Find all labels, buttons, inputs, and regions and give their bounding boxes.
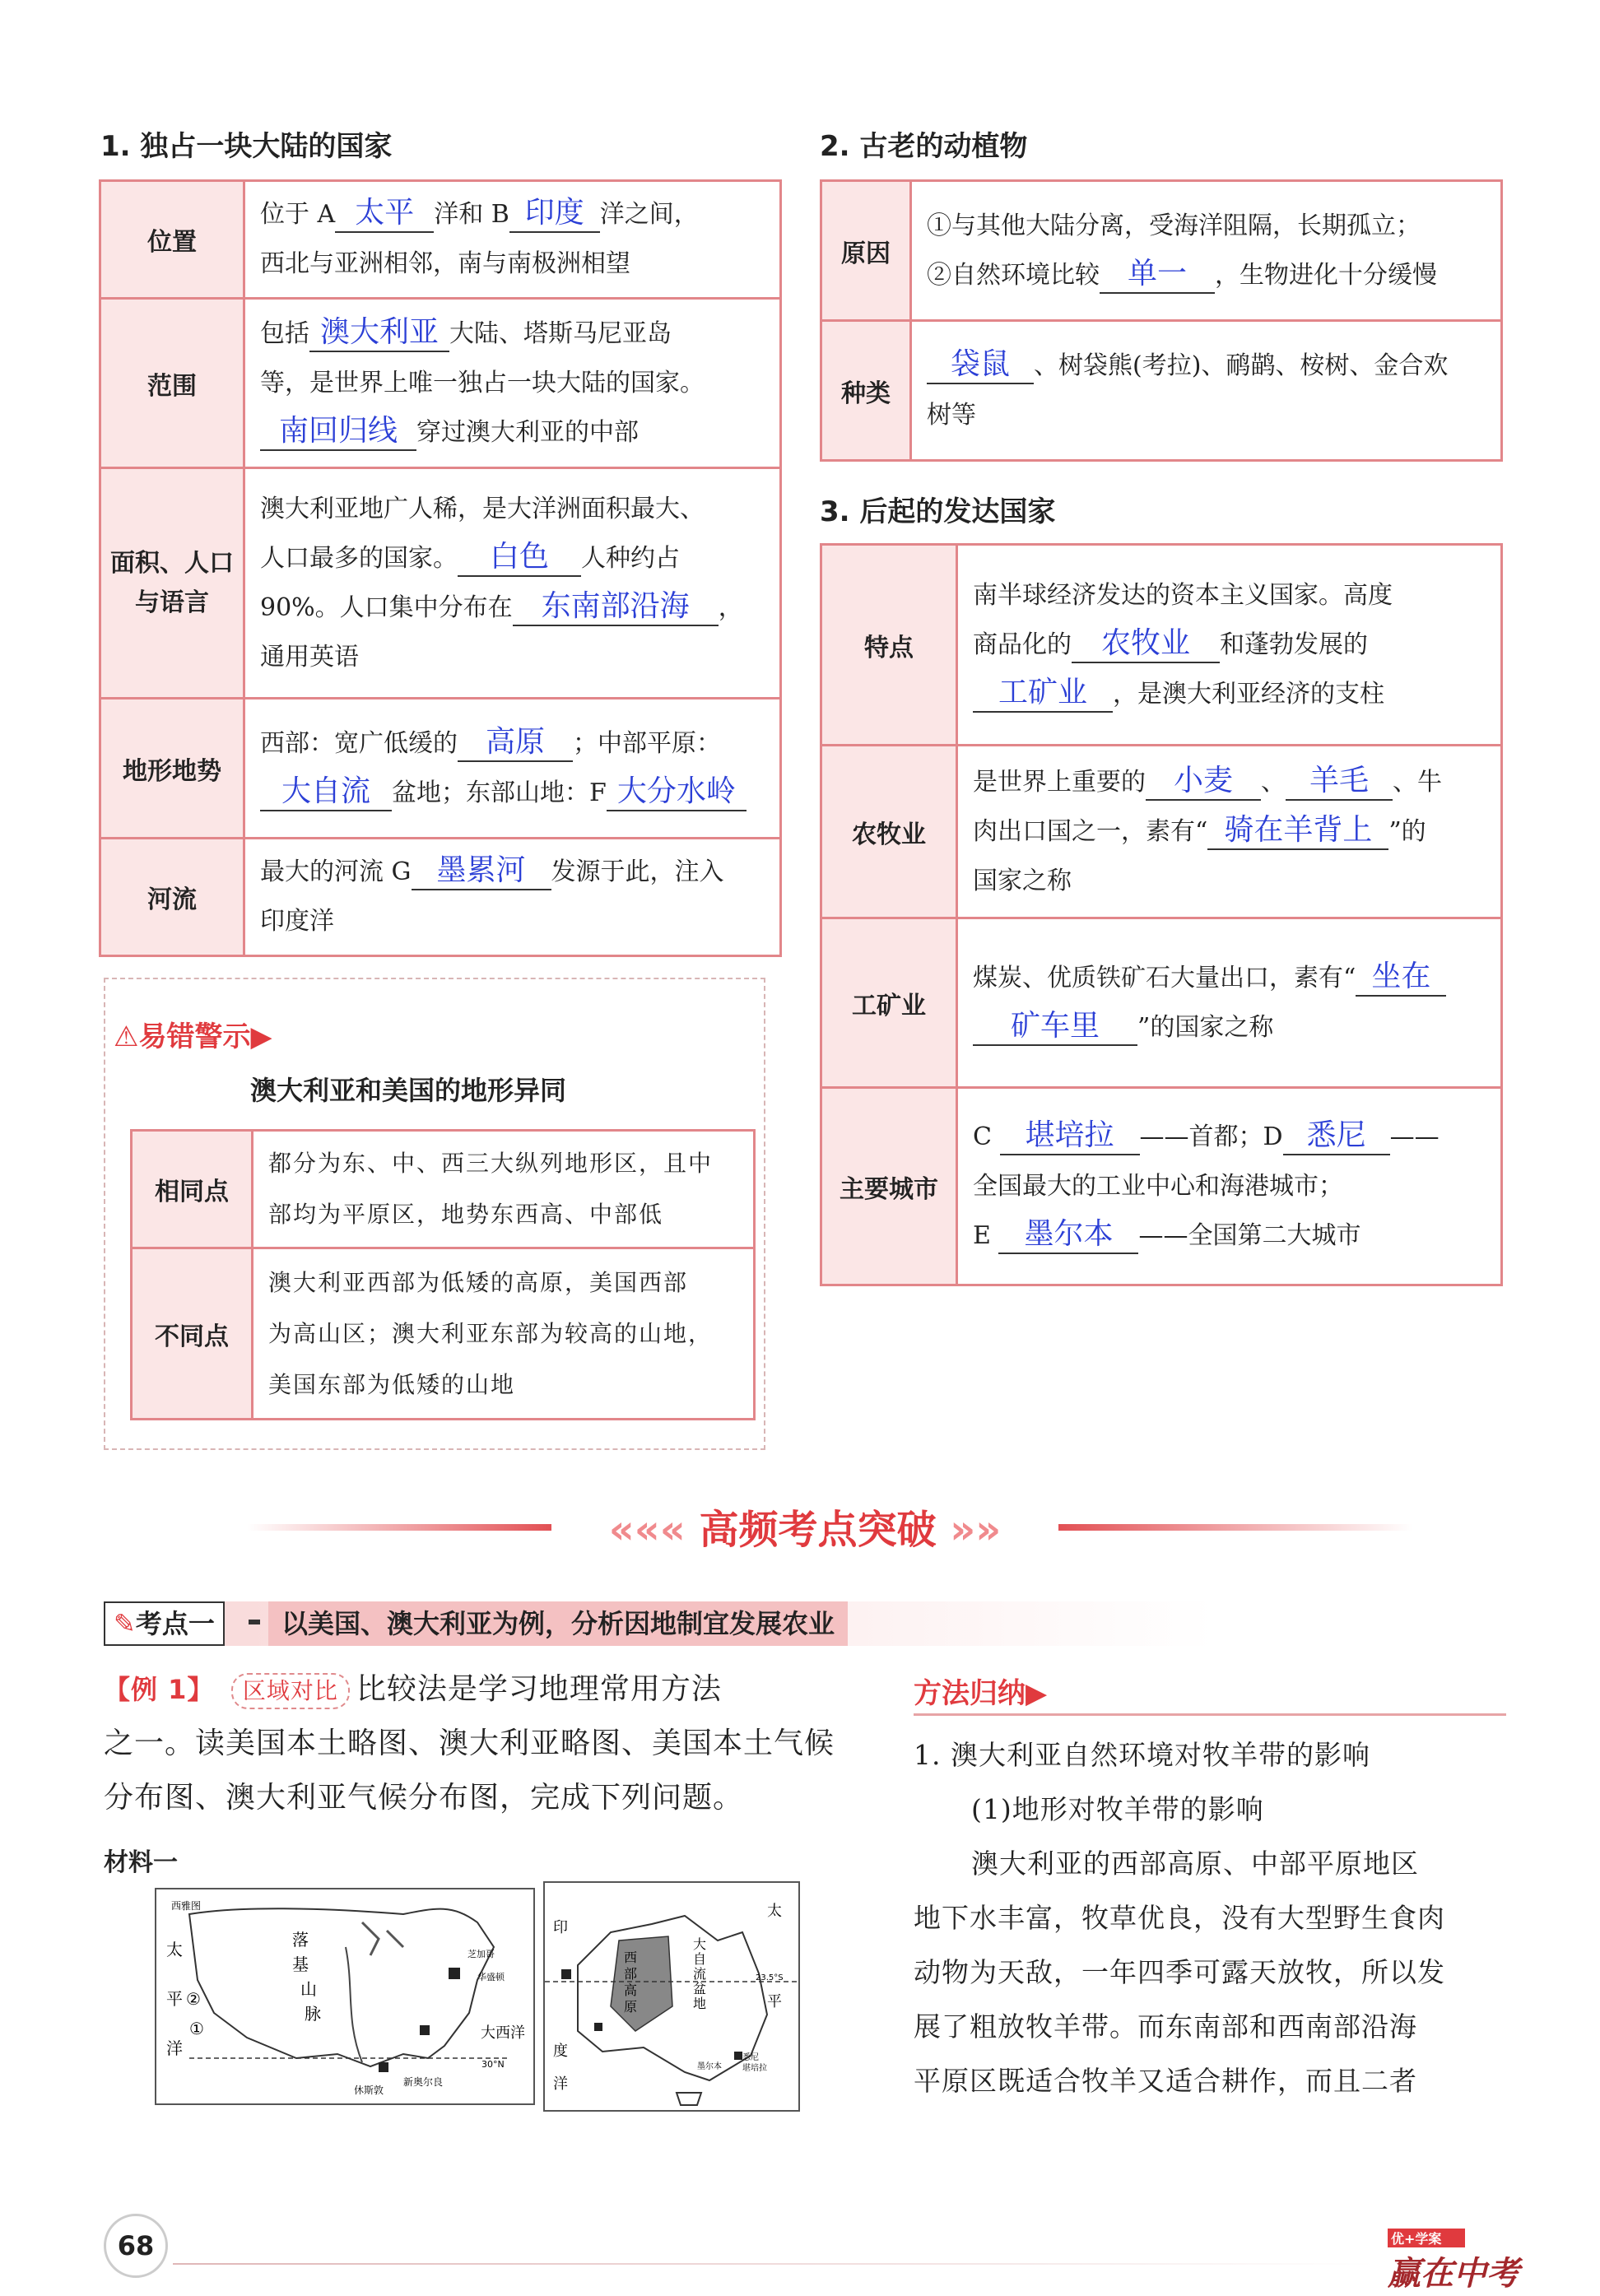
table-row: 位置 位于 A 太平 洋和 B 印度 洋之间， 西北与亚洲相邻，南与南极洲相望 bbox=[100, 181, 781, 299]
answer-blank: 南回归线 bbox=[260, 413, 416, 451]
banner-line-left bbox=[247, 1524, 551, 1531]
map-label: 太 bbox=[166, 1940, 183, 1959]
row-label: 农牧业 bbox=[821, 746, 957, 918]
answer-blank: 工矿业 bbox=[973, 675, 1113, 713]
row-label: 工矿业 bbox=[821, 918, 957, 1088]
answer-blank: 小麦 bbox=[1146, 763, 1261, 801]
map-label: 原 bbox=[624, 1999, 638, 2015]
map-label: 高 bbox=[624, 1982, 638, 1998]
map-label: 23.5°S bbox=[756, 1973, 784, 1982]
row-label: 主要城市 bbox=[821, 1088, 957, 1285]
map-label: 地 bbox=[693, 1996, 707, 2011]
map-label: 大西洋 bbox=[481, 2024, 525, 2042]
divider bbox=[249, 1620, 260, 1624]
australia-map-figure bbox=[545, 1883, 798, 2110]
table-row: 相同点 都分为东、中、西三大纵列地形区，且中 部均为平原区，地势东西高、中部低 bbox=[132, 1131, 755, 1248]
material-label: 材料一 bbox=[104, 1848, 178, 1877]
row-label: 种类 bbox=[821, 321, 911, 461]
map-label: 西 bbox=[624, 1950, 638, 1965]
map-label: 洋 bbox=[166, 2038, 183, 2058]
map-label: 平 bbox=[166, 1989, 183, 2009]
method-text: 1. 澳大利亚自然环境对牧羊带的影响 (1)地形对牧羊带的影响 澳大利亚的西部高原、中部平原地区 地下水丰富，牧草优良，没有大型野生食肉 动物为天敌，一年四季可露天放牧，所以发 展了粗放牧羊带。而东南部和西南部沿海 平原区既适合牧羊又适合耕作，而且二者 bbox=[914, 1739, 1445, 2097]
banner-title: ««« 高频考点突破 »» bbox=[608, 1507, 1002, 1553]
map-label: ② bbox=[186, 1989, 201, 2009]
table-row: 特点 南半球经济发达的资本主义国家。高度 商品化的 农牧业 和蓬勃发展的 工矿业 ，是澳大利亚经济的支柱 bbox=[821, 545, 1502, 746]
notebook-icon: ✎ bbox=[114, 1608, 136, 1639]
map-label: 华盛顿 bbox=[477, 1972, 505, 1982]
table-row: 种类 袋鼠 、树袋熊(考拉)、鸸鹋、桉树、金合欢 树等 bbox=[821, 321, 1502, 461]
answer-blank: 农牧业 bbox=[1072, 625, 1220, 663]
row-label: 原因 bbox=[821, 181, 911, 321]
table-row: 工矿业 煤炭、优质铁矿石大量出口，素有“ 坐在 矿车里 ”的国家之称 bbox=[821, 918, 1502, 1088]
section3-heading: 3. 后起的发达国家 bbox=[820, 495, 1056, 528]
answer-blank: 坐在 bbox=[1356, 959, 1446, 997]
answer-blank: 悉尼 bbox=[1283, 1118, 1390, 1155]
row-label: 相同点 bbox=[132, 1131, 253, 1248]
warning-icon: ⚠ bbox=[114, 1020, 139, 1053]
answer-blank: 墨尔本 bbox=[998, 1216, 1138, 1254]
map-label: 盆 bbox=[693, 1981, 707, 1996]
map-label: 流 bbox=[693, 1966, 707, 1982]
example-tag: 【例 1】 bbox=[104, 1674, 215, 1705]
map-label: 休斯敦 bbox=[354, 2085, 384, 2096]
answer-blank: 矿车里 bbox=[973, 1008, 1137, 1046]
warning-badge: ⚠易错警示▶ bbox=[114, 1020, 272, 1053]
answer-blank: 大自流 bbox=[260, 774, 392, 811]
double-left-arrow-icon: ««« bbox=[608, 1507, 686, 1553]
section1-heading: 1. 独占一块大陆的国家 bbox=[100, 130, 393, 163]
map-label: 印 bbox=[553, 1919, 568, 1936]
brand-logo: 优+学案 赢在中考 bbox=[1388, 2229, 1519, 2294]
answer-blank: 太平 bbox=[335, 195, 434, 233]
map-label: 新奥尔良 bbox=[403, 2076, 444, 2088]
australia-map bbox=[543, 1881, 800, 2112]
arrow-right-icon: ▶ bbox=[250, 1020, 272, 1053]
table-row: 主要城市 C 堪培拉 ——首都；D 悉尼 —— 全国最大的工业中心和海港城市； E 墨尔本 ——全国第二大城市 bbox=[821, 1088, 1502, 1285]
table-row: 面积、人口与语言 澳大利亚地广人稀，是大洋洲面积最大、 人口最多的国家。 白色 人种约占 90%。人口集中分布在 东南部沿海 ， 通用英语 bbox=[100, 468, 781, 699]
warning-box bbox=[104, 978, 765, 1450]
answer-blank: 澳大利亚 bbox=[309, 314, 449, 352]
answer-blank: 袋鼠 bbox=[927, 346, 1034, 384]
us-map bbox=[155, 1888, 535, 2105]
row-label: 特点 bbox=[821, 545, 957, 746]
table-row: 农牧业 是世界上重要的 小麦 、 羊毛 、牛 肉出口国之一，素有“ 骑在羊背上 ”的 国家之称 bbox=[821, 746, 1502, 918]
page-number: 68 bbox=[104, 2214, 168, 2278]
answer-blank: 堪培拉 bbox=[1000, 1118, 1140, 1155]
answer-blank: 大分水岭 bbox=[607, 774, 747, 811]
map-label: 自 bbox=[693, 1951, 707, 1967]
banner-line-right bbox=[1058, 1524, 1412, 1531]
footer-line bbox=[173, 2263, 1374, 2265]
map-label: 落 bbox=[292, 1930, 309, 1950]
map-label: 基 bbox=[292, 1954, 309, 1974]
kaodian-title: 以美国、澳大利亚为例，分析因地制宜发展农业 bbox=[268, 1601, 848, 1646]
section2-heading: 2. 古老的动植物 bbox=[820, 130, 1028, 163]
double-right-arrow-icon: »» bbox=[950, 1507, 1002, 1553]
section1-table bbox=[99, 179, 782, 957]
row-label: 位置 bbox=[100, 181, 244, 299]
row-label: 地形地势 bbox=[100, 699, 244, 839]
map-label: 洋 bbox=[553, 2075, 568, 2093]
section2-table bbox=[820, 179, 1503, 462]
kaodian-bar bbox=[104, 1601, 1491, 1646]
table-row: 不同点 澳大利亚西部为低矮的高原，美国西部 为高山区；澳大利亚东部为较高的山地， 美国东部为低矮的山地 bbox=[132, 1248, 755, 1420]
map-label: 太 bbox=[767, 1903, 782, 1920]
table-row: 地形地势 西部：宽广低缓的 高原 ；中部平原： 大自流 盆地；东部山地：F 大分水岭 bbox=[100, 699, 781, 839]
answer-blank: 高原 bbox=[458, 724, 573, 762]
map-label: 30°N bbox=[481, 2059, 505, 2070]
map-label: 大 bbox=[693, 1936, 707, 1952]
method-badge: 方法归纳▶ bbox=[914, 1677, 1048, 1710]
map-label: 脉 bbox=[305, 2004, 321, 2024]
table-row: 范围 包括 澳大利亚 大陆、塔斯马尼亚岛 等，是世界上唯一独占一块大陆的国家。 南回归线 穿过澳大利亚的中部 bbox=[100, 299, 781, 468]
divider bbox=[914, 1713, 1506, 1719]
map-label: 度 bbox=[553, 2043, 568, 2060]
row-label: 河流 bbox=[100, 839, 244, 956]
map-label: 西雅图 bbox=[171, 1900, 202, 1912]
answer-blank: 印度 bbox=[509, 195, 600, 233]
section3-table bbox=[820, 543, 1503, 1286]
row-label: 不同点 bbox=[132, 1248, 253, 1420]
row-label: 面积、人口与语言 bbox=[100, 468, 244, 699]
map-label: 部 bbox=[624, 1966, 638, 1982]
table-row: 河流 最大的河流 G 墨累河 发源于此，注入 印度洋 bbox=[100, 839, 781, 956]
answer-blank: 白色 bbox=[458, 539, 581, 577]
region-compare-badge: 区域对比 bbox=[231, 1673, 350, 1709]
map-label: 山 bbox=[300, 1979, 317, 1999]
answer-blank: 单一 bbox=[1100, 256, 1215, 294]
table-row: 原因 ①与其他大陆分离，受海洋阻隔，长期孤立； ②自然环境比较 单一 ，生物进化十分缓慢 bbox=[821, 181, 1502, 321]
map-label: 堪培拉 bbox=[742, 2064, 767, 2073]
answer-blank: 墨累河 bbox=[412, 853, 551, 890]
answer-blank: 羊毛 bbox=[1286, 763, 1393, 801]
warning-table bbox=[130, 1129, 756, 1420]
row-label: 范围 bbox=[100, 299, 244, 468]
kaodian-tag: ✎考点一 bbox=[104, 1601, 225, 1646]
map-label: 芝加哥 bbox=[467, 1949, 495, 1959]
example-text: 【例 1】 区域对比 比较法是学习地理常用方法 之一。读美国本土略图、澳大利亚略图、美国本土气候 分布图、澳大利亚气候分布图，完成下列问题。 bbox=[104, 1672, 835, 1815]
map-label: 平 bbox=[767, 1993, 782, 2010]
us-map-figure bbox=[156, 1889, 533, 2103]
map-label: ① bbox=[189, 2019, 204, 2038]
answer-blank: 东南部沿海 bbox=[513, 588, 719, 626]
map-label: 墨尔本 bbox=[697, 2062, 722, 2071]
map-label: 悉尼 bbox=[742, 2053, 759, 2062]
arrow-right-icon: ▶ bbox=[1026, 1677, 1048, 1710]
answer-blank: 骑在羊背上 bbox=[1207, 812, 1388, 850]
warning-title: 澳大利亚和美国的地形异同 bbox=[250, 1075, 567, 1106]
